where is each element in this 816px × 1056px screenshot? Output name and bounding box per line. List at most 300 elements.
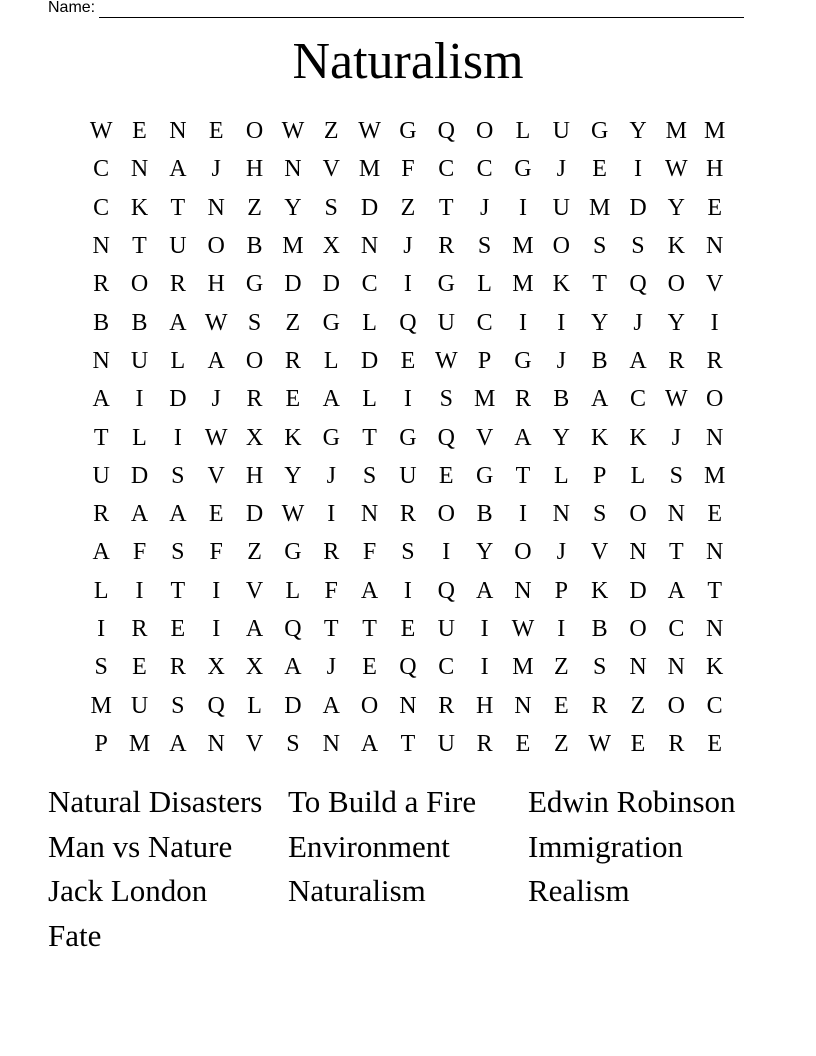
grid-letter: W xyxy=(281,118,305,145)
grid-letter: F xyxy=(209,539,223,566)
word-list xyxy=(48,780,768,959)
grid-letter: E xyxy=(400,347,416,374)
grid-letter: R xyxy=(169,271,186,298)
grid-letter: T xyxy=(438,194,454,221)
grid-letter: T xyxy=(592,271,607,298)
grid-letter: M xyxy=(588,194,611,221)
grid-letter: R xyxy=(246,386,263,413)
grid-letter: G xyxy=(514,347,532,374)
grid-letter: N xyxy=(629,539,647,566)
grid-letter: P xyxy=(554,577,568,604)
grid-letter: Q xyxy=(207,692,225,719)
grid-letter: A xyxy=(360,730,379,757)
grid-letter: Y xyxy=(629,118,647,145)
grid-letter: I xyxy=(327,501,336,528)
grid-letter: A xyxy=(284,654,302,681)
grid-letter: J xyxy=(211,386,221,413)
grid-letter: N xyxy=(552,501,570,528)
grid-letter: A xyxy=(169,156,187,183)
grid-letter: V xyxy=(706,271,724,298)
grid-letter: I xyxy=(403,386,412,413)
grid-letter: N xyxy=(360,233,379,260)
grid-letter: I xyxy=(403,271,412,298)
grid-letter: E xyxy=(630,730,646,757)
grid-letter: Y xyxy=(475,539,494,566)
grid-letter: D xyxy=(284,692,302,719)
grid-letter: N xyxy=(207,730,225,757)
grid-letter: K xyxy=(667,233,685,260)
grid-letter: P xyxy=(477,347,492,374)
grid-letter: C xyxy=(438,654,455,681)
word-list-item: Edwin Robinson xyxy=(528,784,736,819)
grid-letter: N xyxy=(706,539,724,566)
grid-letter: T xyxy=(707,577,722,604)
grid-letter: D xyxy=(360,347,379,374)
grid-letter: L xyxy=(93,577,109,604)
grid-letter: H xyxy=(475,692,494,719)
grid-letter: T xyxy=(362,424,377,451)
grid-letter: Y xyxy=(284,462,302,489)
grid-letter: Q xyxy=(399,309,417,336)
grid-letter: A xyxy=(475,577,494,604)
grid-letter: Y xyxy=(667,194,685,221)
grid-letter: M xyxy=(704,118,726,145)
grid-letter: T xyxy=(323,616,339,642)
grid-letter: X xyxy=(207,654,225,681)
grid-letter: N xyxy=(706,233,724,260)
grid-letter: U xyxy=(437,730,455,757)
grid-letter: F xyxy=(324,577,338,604)
grid-letter: O xyxy=(245,347,264,374)
grid-letter: W xyxy=(588,730,611,757)
grid-letter: R xyxy=(438,692,455,719)
grid-letter: O xyxy=(245,118,264,145)
grid-letter: E xyxy=(285,386,301,413)
grid-letter: Z xyxy=(247,539,262,566)
grid-letter: R xyxy=(131,616,148,642)
grid-letter: C xyxy=(361,271,378,298)
word-list-item: Natural Disasters xyxy=(48,784,263,819)
grid-letter: R xyxy=(476,730,493,757)
grid-letter: W xyxy=(511,616,535,642)
grid-letter: I xyxy=(480,654,489,681)
grid-letter: B xyxy=(553,386,570,413)
grid-letter: M xyxy=(473,386,496,413)
grid-letter: I xyxy=(97,616,106,642)
grid-letter: S xyxy=(171,462,185,489)
grid-letter: N xyxy=(360,501,379,528)
grid-letter: N xyxy=(667,654,685,681)
grid-letter: F xyxy=(132,539,147,566)
grid-letter: P xyxy=(592,462,607,489)
grid-letter: G xyxy=(437,271,455,298)
grid-letter: K xyxy=(590,424,609,451)
grid-letter: O xyxy=(130,271,149,298)
grid-letter: L xyxy=(170,347,186,374)
grid-letter: C xyxy=(476,156,493,183)
grid-letter: D xyxy=(629,577,647,604)
grid-letter: Q xyxy=(284,616,302,642)
grid-letter: S xyxy=(171,692,185,719)
grid-letter: R xyxy=(591,692,608,719)
grid-letter: G xyxy=(284,539,302,566)
grid-letter: K xyxy=(552,271,570,298)
grid-letter: J xyxy=(556,156,566,183)
grid-letter: I xyxy=(633,156,642,183)
grid-letter: Q xyxy=(437,118,455,145)
grid-letter: I xyxy=(518,309,527,336)
grid-letter: F xyxy=(401,156,415,183)
grid-letter: B xyxy=(476,501,493,528)
grid-letter: R xyxy=(668,730,685,757)
grid-letter: E xyxy=(707,194,722,221)
grid-letter: Z xyxy=(285,309,301,336)
grid-letter: H xyxy=(207,271,225,298)
grid-letter: L xyxy=(247,692,262,719)
grid-letter: L xyxy=(630,462,646,489)
grid-letter: O xyxy=(629,616,647,642)
grid-letter: U xyxy=(130,347,149,374)
grid-letter: K xyxy=(130,194,149,221)
grid-letter: E xyxy=(707,501,722,528)
grid-letter: U xyxy=(130,692,149,719)
grid-letter: Y xyxy=(667,309,685,336)
grid-letter: H xyxy=(245,462,264,489)
grid-letter: Z xyxy=(630,692,646,719)
grid-letter: H xyxy=(245,156,264,183)
grid-letter: R xyxy=(93,271,110,298)
grid-letter: Q xyxy=(399,654,417,681)
grid-letter: G xyxy=(245,271,264,298)
grid-letter: C xyxy=(668,616,685,642)
grid-letter: D xyxy=(245,501,264,528)
grid-letter: S xyxy=(94,654,108,681)
grid-letter: H xyxy=(706,156,724,183)
grid-letter: S xyxy=(286,730,300,757)
grid-letter: I xyxy=(403,577,412,604)
page-title: Naturalism xyxy=(292,33,524,90)
grid-letter: A xyxy=(322,386,340,413)
grid-letter: K xyxy=(706,654,724,681)
grid-letter: A xyxy=(207,347,225,374)
grid-letter: J xyxy=(326,462,336,489)
grid-letter: J xyxy=(556,539,566,566)
grid-letter: Z xyxy=(247,194,262,221)
grid-letter: L xyxy=(515,118,531,145)
grid-letter: U xyxy=(92,462,110,489)
grid-letter: X xyxy=(322,233,340,260)
grid-letter: O xyxy=(667,692,685,719)
grid-letter: W xyxy=(358,118,381,145)
grid-letter: R xyxy=(169,654,186,681)
grid-letter: S xyxy=(592,233,607,260)
grid-letter: N xyxy=(399,692,417,719)
grid-letter: Z xyxy=(400,194,416,221)
grid-letter: O xyxy=(514,539,532,566)
grid-letter: L xyxy=(285,577,301,604)
grid-letter: U xyxy=(437,616,455,642)
grid-letter: S xyxy=(362,462,377,489)
grid-letter: U xyxy=(552,194,570,221)
grid-letter: N xyxy=(130,156,149,183)
grid-letter: J xyxy=(326,654,336,681)
grid-letter: U xyxy=(437,309,455,336)
grid-letter: A xyxy=(169,730,187,757)
grid-letter: O xyxy=(552,233,570,260)
grid-letter: W xyxy=(204,424,228,451)
grid-letter: T xyxy=(170,194,186,221)
grid-letter: L xyxy=(477,271,492,298)
grid-letter: Y xyxy=(590,309,609,336)
grid-letter: D xyxy=(360,194,379,221)
grid-letter: A xyxy=(667,577,685,604)
grid-letter: L xyxy=(362,309,377,336)
grid-letter: T xyxy=(93,424,109,451)
grid-letter: D xyxy=(284,271,302,298)
grid-letter: K xyxy=(629,424,647,451)
grid-letter: S xyxy=(439,386,453,413)
grid-letter: E xyxy=(132,654,147,681)
grid-letter: B xyxy=(131,309,148,336)
grid-letter: E xyxy=(170,616,186,642)
grid-letter: O xyxy=(475,118,494,145)
word-list-item: Realism xyxy=(528,873,630,909)
grid-letter: N xyxy=(629,654,647,681)
grid-letter: I xyxy=(480,616,489,642)
grid-letter: I xyxy=(518,194,527,221)
grid-letter: A xyxy=(92,386,110,413)
grid-letter: S xyxy=(477,233,492,260)
grid-letter: E xyxy=(362,654,377,681)
grid-letter: A xyxy=(514,424,532,451)
grid-letter: I xyxy=(557,616,566,642)
grid-letter: D xyxy=(169,386,187,413)
grid-letter: D xyxy=(322,271,340,298)
grid-letter: R xyxy=(514,386,531,413)
word-list-item: Environment xyxy=(288,828,450,864)
grid-letter: C xyxy=(629,386,646,413)
grid-letter: M xyxy=(90,692,112,719)
grid-letter: S xyxy=(592,654,607,681)
word-list-item: Immigration xyxy=(528,828,683,864)
name-line xyxy=(48,0,744,18)
grid-letter: J xyxy=(671,424,681,451)
word-list-item: Fate xyxy=(48,918,102,954)
grid-letter: M xyxy=(282,233,304,260)
grid-letter: L xyxy=(323,347,339,374)
grid-letter: Y xyxy=(284,194,302,221)
grid-letter: X xyxy=(245,654,264,681)
grid-letter: M xyxy=(665,118,687,145)
grid-letter: R xyxy=(93,501,110,528)
grid-letter: F xyxy=(362,539,377,566)
grid-letter: N xyxy=(92,347,110,374)
grid-letter: J xyxy=(633,309,643,336)
grid-letter: C xyxy=(476,309,493,336)
grid-letter: L xyxy=(553,462,569,489)
grid-letter: W xyxy=(89,118,113,145)
grid-letter: Q xyxy=(629,271,647,298)
grid-letter: I xyxy=(442,539,451,566)
grid-letter: V xyxy=(245,730,264,757)
grid-letter: E xyxy=(132,118,147,145)
grid-letter: W xyxy=(665,386,688,413)
grid-letter: Z xyxy=(553,654,569,681)
grid-letter: I xyxy=(212,616,221,642)
grid-letter: I xyxy=(173,424,182,451)
grid-letter: W xyxy=(665,156,688,183)
grid-letter: U xyxy=(552,118,570,145)
grid-letter: B xyxy=(591,616,608,642)
grid-letter: E xyxy=(208,501,224,528)
grid-letter: E xyxy=(707,730,722,757)
grid-letter: S xyxy=(592,501,607,528)
grid-letter: M xyxy=(512,654,534,681)
grid-letter: P xyxy=(94,730,108,757)
grid-letter: A xyxy=(360,577,379,604)
grid-letter: A xyxy=(169,309,187,336)
grid-letter: O xyxy=(706,386,724,413)
grid-letter: N xyxy=(706,424,724,451)
grid-letter: V xyxy=(207,462,225,489)
grid-letter: D xyxy=(629,194,647,221)
grid-letter: T xyxy=(362,616,377,642)
grid-letter: S xyxy=(171,539,185,566)
grid-letter: E xyxy=(208,118,224,145)
grid-letter: N xyxy=(667,501,685,528)
grid-letter: I xyxy=(518,501,527,528)
grid-letter: E xyxy=(400,616,416,642)
grid-letter: T xyxy=(668,539,684,566)
grid-letter: S xyxy=(669,462,683,489)
grid-letter: G xyxy=(399,424,417,451)
grid-letter: I xyxy=(135,386,144,413)
grid-letter: N xyxy=(514,692,532,719)
grid-letter: J xyxy=(211,156,221,183)
grid-letter: O xyxy=(437,501,455,528)
grid-letter: L xyxy=(132,424,147,451)
grid-letter: L xyxy=(362,386,377,413)
grid-letter: T xyxy=(132,233,147,260)
grid-letter: I xyxy=(710,309,719,336)
grid-letter: W xyxy=(204,309,228,336)
grid-letter: V xyxy=(475,424,494,451)
grid-letter: A xyxy=(322,692,340,719)
grid-letter: U xyxy=(399,462,417,489)
grid-letter: N xyxy=(207,194,225,221)
word-list-item: Jack London xyxy=(48,873,208,909)
grid-letter: C xyxy=(93,156,110,183)
grid-letter: R xyxy=(706,347,723,374)
grid-letter: G xyxy=(590,118,609,145)
grid-letter: R xyxy=(668,347,685,374)
grid-letter: O xyxy=(207,233,225,260)
name-label: Name: xyxy=(48,0,96,16)
grid-letter: R xyxy=(399,501,416,528)
grid-letter: R xyxy=(323,539,340,566)
grid-letter: C xyxy=(438,156,455,183)
grid-letter: J xyxy=(479,194,490,221)
grid-letter: Q xyxy=(437,577,455,604)
grid-letter: E xyxy=(515,730,531,757)
grid-letter: K xyxy=(590,577,609,604)
grid-letter: A xyxy=(169,501,187,528)
grid-letter: X xyxy=(245,424,264,451)
grid-letter: S xyxy=(401,539,415,566)
grid-letter: A xyxy=(245,616,264,642)
grid-letter: B xyxy=(93,309,110,336)
grid-letter: I xyxy=(135,577,144,604)
grid-letter: M xyxy=(358,156,381,183)
grid-letter: A xyxy=(130,501,149,528)
grid-letter: A xyxy=(590,386,609,413)
grid-letter: I xyxy=(557,309,566,336)
grid-letter: V xyxy=(322,156,340,183)
name-blank[interactable] xyxy=(99,2,744,18)
grid-letter: B xyxy=(591,347,608,374)
grid-letter: E xyxy=(438,462,454,489)
word-list-item: Naturalism xyxy=(288,873,426,909)
grid-letter: A xyxy=(92,539,110,566)
grid-letter: C xyxy=(706,692,723,719)
grid-letter: O xyxy=(629,501,647,528)
grid-letter: J xyxy=(556,347,566,374)
grid-letter: N xyxy=(92,233,110,260)
grid-letter: T xyxy=(515,462,531,489)
word-list-item: To Build a Fire xyxy=(288,784,477,819)
grid-letter: I xyxy=(212,577,221,604)
grid-letter: E xyxy=(553,692,569,719)
grid-letter: G xyxy=(514,156,532,183)
grid-letter: G xyxy=(322,424,340,451)
grid-letter: T xyxy=(400,730,416,757)
grid-letter: D xyxy=(130,462,149,489)
grid-letter: S xyxy=(247,309,262,336)
grid-letter: M xyxy=(512,271,534,298)
grid-letter: V xyxy=(590,539,609,566)
grid-letter: Q xyxy=(437,424,455,451)
grid-letter: S xyxy=(631,233,645,260)
grid-letter: A xyxy=(629,347,647,374)
grid-letter: N xyxy=(322,730,340,757)
grid-letter: N xyxy=(284,156,302,183)
grid-letter: M xyxy=(128,730,151,757)
grid-letter: N xyxy=(169,118,187,145)
grid-letter: Y xyxy=(552,424,570,451)
grid-letter: B xyxy=(246,233,263,260)
word-list-item: Man vs Nature xyxy=(48,828,233,864)
grid-letter: C xyxy=(93,194,110,221)
grid-letter: N xyxy=(514,577,532,604)
word-search-grid xyxy=(82,112,734,763)
grid-letter: R xyxy=(284,347,301,374)
grid-letter: G xyxy=(475,462,494,489)
grid-letter: U xyxy=(169,233,187,260)
grid-letter: Z xyxy=(323,118,339,145)
grid-letter: W xyxy=(434,347,458,374)
grid-letter: G xyxy=(322,309,340,336)
grid-letter: O xyxy=(667,271,685,298)
grid-letter: Z xyxy=(553,730,569,757)
grid-letter: S xyxy=(324,194,338,221)
grid-letter: O xyxy=(360,692,379,719)
grid-letter: R xyxy=(438,233,455,260)
grid-letter: T xyxy=(170,577,186,604)
grid-letter: M xyxy=(704,462,726,489)
grid-letter: K xyxy=(284,424,302,451)
grid-letter: M xyxy=(512,233,534,260)
grid-letter: N xyxy=(706,616,724,642)
